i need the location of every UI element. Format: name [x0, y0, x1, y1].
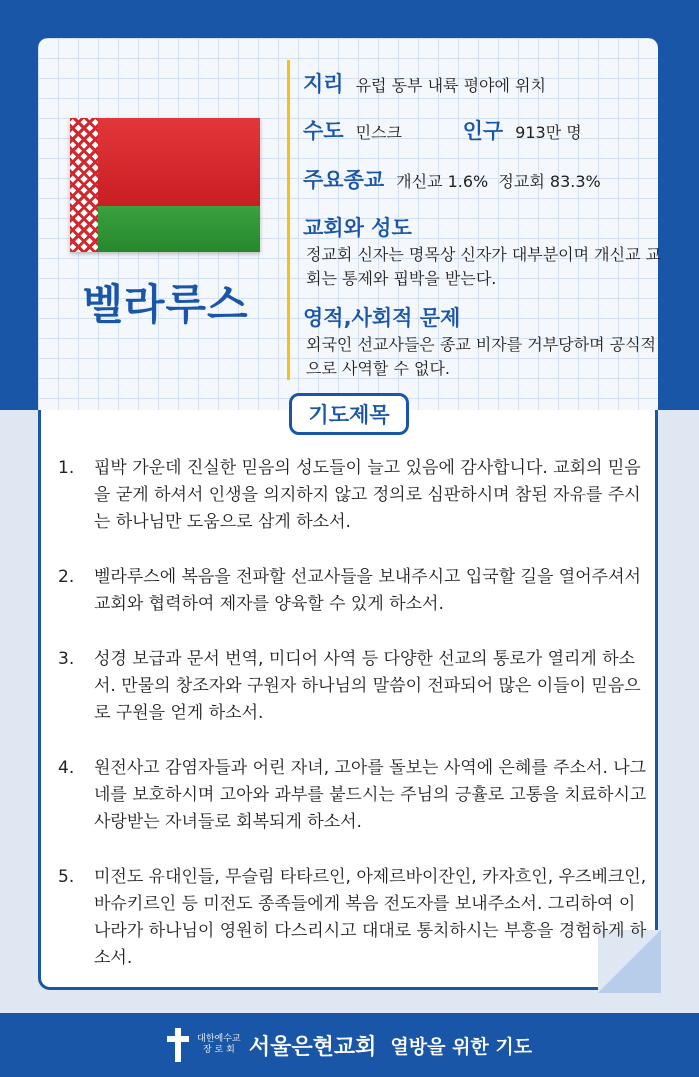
population-label: 인구 — [462, 119, 504, 143]
prayer-text: 성경 보급과 문서 번역, 미디어 사역 등 다양한 선교의 통로가 열리게 하소서. 만물의 창조자와 구원자 하나님의 말씀이 전파되어 많은 이들이 믿음으로 구원을 얻게 하소서. — [94, 649, 641, 723]
prayer-list — [58, 455, 648, 1000]
prayer-number: 3. — [58, 649, 75, 669]
org-small-label — [197, 1034, 241, 1056]
org-small-line1: 대한예수교 — [197, 1034, 241, 1044]
prayer-number: 1. — [58, 458, 75, 478]
country-name: 벨라루스 — [82, 280, 249, 329]
prayer-text: 벨라루스에 복음을 전파할 선교사들을 보내주시고 입국할 길을 열어주셔서 교회와 협력하여 제자를 양육할 수 있게 하소서. — [94, 567, 641, 614]
church-label: 교회와 성도 — [303, 216, 412, 240]
religion-row — [303, 164, 601, 194]
prayer-item — [58, 646, 648, 727]
issues-text: 외국인 선교사들은 종교 비자를 거부당하며 공식적으로 사역할 수 없다. — [306, 335, 657, 378]
geography-row — [303, 68, 546, 98]
footer-subtitle: 열방을 위한 기도 — [390, 1035, 533, 1058]
church-name: 서울은현교회 — [248, 1034, 377, 1060]
prayer-title: 기도제목 — [289, 393, 409, 435]
capital-label: 수도 — [303, 119, 344, 143]
org-small-line2: 장 로 회 — [202, 1045, 235, 1055]
flag-green-stripe — [70, 206, 260, 252]
population-value: 913만 명 — [515, 123, 582, 142]
cross-icon — [167, 1028, 189, 1062]
prayer-text: 미전도 유대인들, 무슬림 타타르인, 아제르바이잔인, 카자흐인, 우즈베크인, 바슈키르인 등 미전도 종족들에게 복음 전도자를 보내주소서. 그리하여 이 나라가 하나님이 영원히 다스리시고 대대로 통치하시는 부흥을 경험하게 하소서. — [94, 867, 647, 968]
flag-ornament-pattern — [70, 118, 98, 252]
footer — [0, 1013, 699, 1077]
info-divider — [287, 60, 290, 380]
capital-value: 민스크 — [355, 123, 402, 142]
prayer-number: 4. — [58, 758, 75, 778]
prayer-item — [58, 455, 648, 536]
flag-red-stripe — [70, 118, 260, 206]
church-text: 정교회 신자는 명목상 신자가 대부분이며 개신교 교회는 통제와 핍박을 받는다. — [306, 245, 662, 288]
religion-value: 개신교 1.6% 정교회 83.3% — [396, 172, 601, 191]
religion-label: 주요종교 — [303, 168, 385, 192]
issues-label: 영적,사회적 문제 — [303, 306, 461, 330]
prayer-item — [58, 864, 648, 972]
capital-row — [303, 115, 582, 145]
geography-value: 유럽 동부 내륙 평야에 위치 — [355, 76, 546, 95]
prayer-item — [58, 564, 648, 618]
prayer-item — [58, 755, 648, 836]
prayer-number: 5. — [58, 867, 75, 887]
prayer-text: 원전사고 감염자들과 어린 자녀, 고아를 돌보는 사역에 은혜를 주소서. 나그네를 보호하시며 고아와 과부를 붙드시는 주님의 긍휼로 고통을 치료하시고 사랑받는 자녀들로 회복되게 하소서. — [94, 758, 647, 832]
geography-label: 지리 — [303, 72, 344, 96]
belarus-flag-image — [70, 118, 260, 252]
prayer-text: 핍박 가운데 진실한 믿음의 성도들이 늘고 있음에 감사합니다. 교회의 믿음을 굳게 하셔서 인생을 의지하지 않고 정의로 심판하시며 참된 자유를 주시는 하나님만 도움으로 삼게 하소서. — [94, 458, 641, 532]
prayer-number: 2. — [58, 567, 75, 587]
